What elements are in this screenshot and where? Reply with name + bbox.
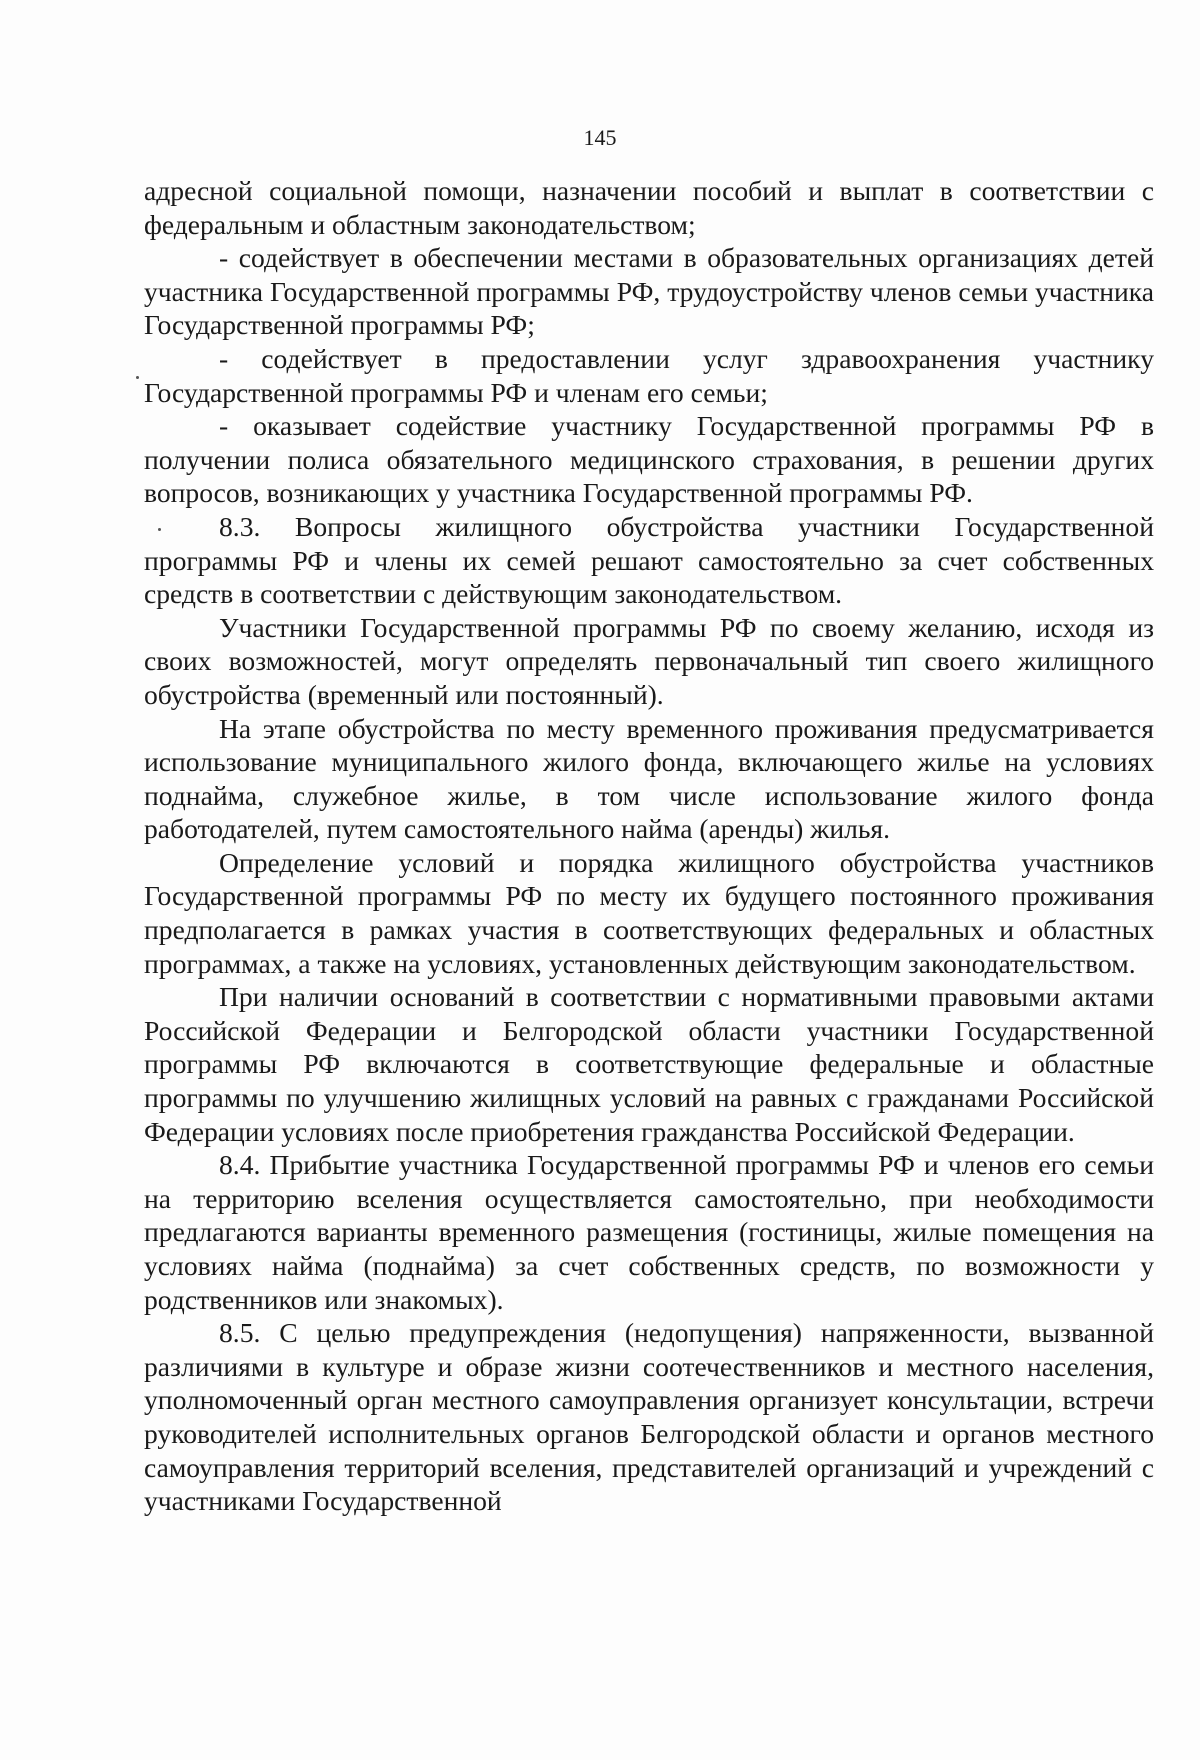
paragraph: - содействует в обеспечении местами в образовательных организациях детей участника Государственной программы РФ, трудоустройству членов семьи участника Государственной программы РФ;	[144, 242, 1154, 341]
scan-speck	[158, 528, 161, 531]
paragraph: 8.5. С целью предупреждения (недопущения) напряженности, вызванной различиями в культуре и образе жизни соотечественников и местного населения, уполномоченный орган местного самоуправления организует консультации, встречи руководителей исполнительных органов Белгородской области и органов местного самоуправления территорий вселения, представителей организаций и учреждений с участниками Государственной	[144, 1317, 1154, 1517]
page-number: 145	[583, 125, 617, 150]
paragraph: Определение условий и порядка жилищного обустройства участников Государственной программы РФ по месту их будущего постоянного проживания предполагается в рамках участия в соответствующих федеральных и областных программах, а также на условиях, установленных действующим законодательством.	[144, 846, 1154, 979]
paragraph: 8.4. Прибытие участника Государственной программы РФ и членов его семьи на территорию вселения осуществляется самостоятельно, при необходимости предлагаются варианты временного размещения (гостиницы, жилые помещения на условиях найма (поднайма) за счет собственных средств, по возможности у родственников или знакомых).	[144, 1149, 1154, 1315]
paragraph: При наличии оснований в соответствии с нормативными правовыми актами Российской Федерации и Белгородской области участники Государственной программы РФ включаются в соответствующие федеральные и областные программы по улучшению жилищных условий на равных с гражданами Российской Федерации условиях после приобретения гражданства Российской Федерации.	[144, 981, 1154, 1147]
document-body	[144, 174, 1154, 1518]
paragraph: адресной социальной помощи, назначении пособий и выплат в соответствии с федеральным и областным законодательством;	[144, 175, 1154, 240]
paragraph: 8.3. Вопросы жилищного обустройства участники Государственной программы РФ и члены их семей решают самостоятельно за счет собственных средств в соответствии с действующим законодательством.	[144, 510, 1154, 610]
paragraph: Участники Государственной программы РФ по своему желанию, исходя из своих возможностей, могут определять первоначальный тип своего жилищного обустройства (временный или постоянный).	[144, 611, 1154, 710]
paragraph: - содействует в предоставлении услуг здравоохранения участнику Государственной программы РФ и членам его семьи;	[144, 342, 1154, 408]
paragraph: На этапе обустройства по месту временного проживания предусматривается использование муниципального жилого фонда, включающего жилье на условиях поднайма, служебное жилье, в том числе использование жилого фонда работодателей, путем самостоятельного найма (аренды) жилья.	[144, 712, 1154, 845]
scan-speck	[136, 376, 139, 379]
paragraph: - оказывает содействие участнику Государственной программы РФ в получении полиса обязательного медицинского страхования, в решении других вопросов, возникающих у участника Государственной программы РФ.	[144, 410, 1154, 509]
